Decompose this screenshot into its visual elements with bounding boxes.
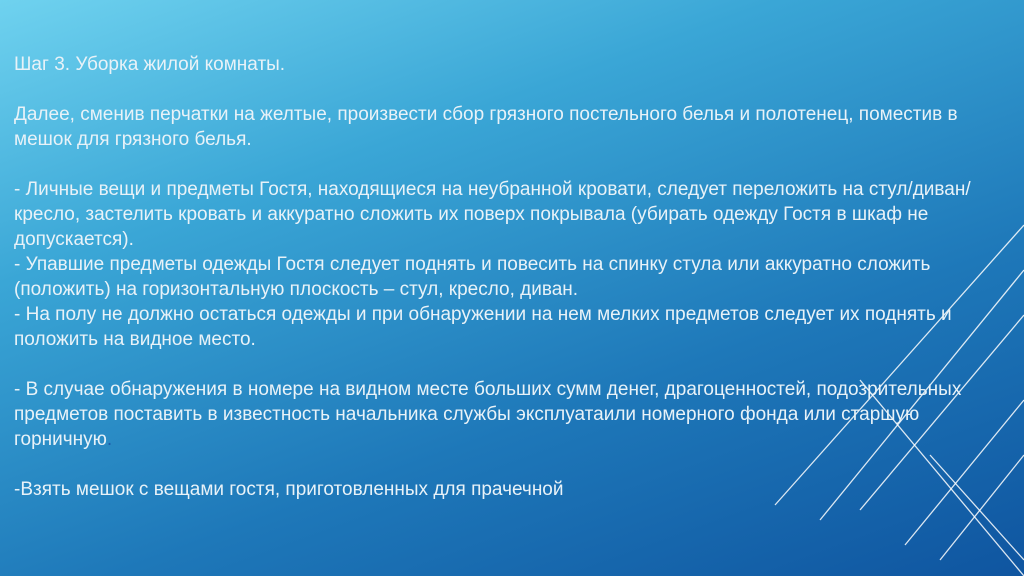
paragraph-linen-collection: Далее, сменив перчатки на желтые, произвести сбор грязного постельного белья и полотенец, поместив в мешок для грязного белья. xyxy=(14,104,958,150)
item-valuables-end: . xyxy=(106,429,113,450)
item-floor-items: - На полу не должно остаться одежды и при обнаружении на нем мелких предметов следует их поднять и положить на видное место. xyxy=(14,304,952,350)
slide-text xyxy=(14,52,1014,502)
item-laundry-bag: -Взять мешок с вещами гостя, приготовленных для прачечной xyxy=(14,479,564,500)
slide-heading: Шаг 3. Уборка жилой комнаты. xyxy=(14,54,286,75)
item-valuables xyxy=(14,377,1014,452)
item-fallen-clothes: - Упавшие предметы одежды Гостя следует поднять и повесить на спинку стула или аккуратно сложить (положить) на горизонтальную плоскость – стул, кресло, диван. xyxy=(14,254,931,300)
item-valuables-text: - В случае обнаружения в номере на видном месте больших сумм денег, драгоценностей, подозрительных предметов поставить в известность начальника службы эксплуатаили номерного фонда или старшую горничную xyxy=(14,379,962,450)
item-guest-belongings: - Личные вещи и предметы Гостя, находящиеся на неубранной кровати, следует переложить на стул/диван/кресло, застелить кровать и аккуратно сложить их поверх покрывала (убирать одежду Гостя в шкаф не допускается). xyxy=(14,179,971,250)
